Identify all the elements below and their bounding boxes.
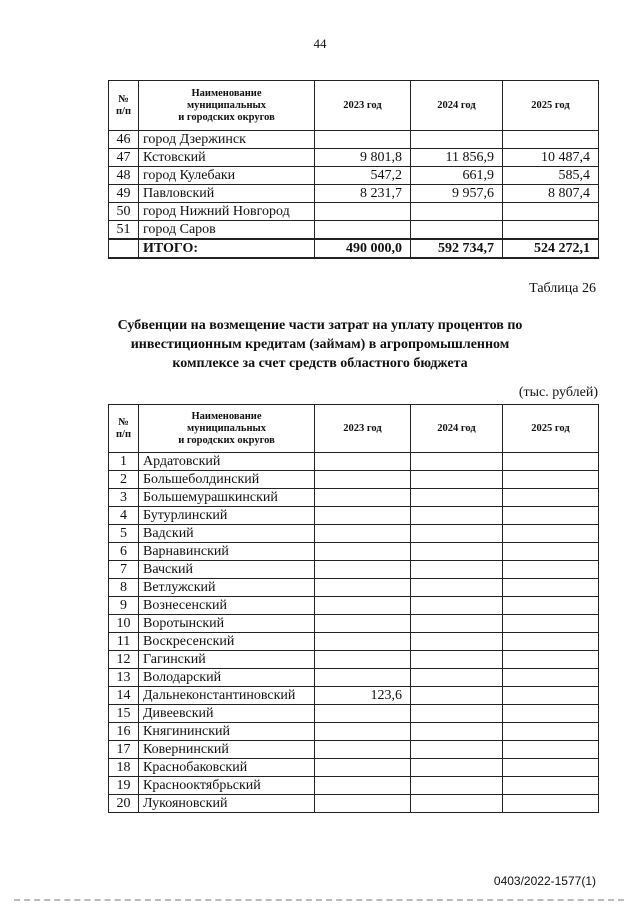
- row-number: 7: [109, 561, 139, 579]
- header-2023: 2023 год: [315, 405, 411, 453]
- row-name: Ардатовский: [139, 453, 315, 471]
- table-row: [109, 669, 599, 687]
- row-name: Большемурашкинский: [139, 489, 315, 507]
- table-row: [109, 131, 599, 149]
- row-name: Вознесенский: [139, 597, 315, 615]
- cell-2024: [411, 687, 503, 705]
- cell-2025: [503, 651, 599, 669]
- table-row: [109, 687, 599, 705]
- cell-2025: [503, 561, 599, 579]
- table-row: [109, 489, 599, 507]
- row-name: город Саров: [139, 221, 315, 240]
- row-number: 2: [109, 471, 139, 489]
- row-name: Бутурлинский: [139, 507, 315, 525]
- row-number: 4: [109, 507, 139, 525]
- header-2025: 2025 год: [503, 81, 599, 131]
- cell-2025: 10 487,4: [503, 149, 599, 167]
- cell-2024: [411, 777, 503, 795]
- table-label: Таблица 26: [529, 281, 596, 296]
- row-name: Гагинский: [139, 651, 315, 669]
- cell-2025: [503, 525, 599, 543]
- cell-2024: [411, 615, 503, 633]
- table-body: [109, 453, 599, 813]
- row-number: 3: [109, 489, 139, 507]
- row-name: Большеболдинский: [139, 471, 315, 489]
- row-number: 51: [109, 221, 139, 240]
- row-number: 1: [109, 453, 139, 471]
- row-number: 20: [109, 795, 139, 813]
- table-row: [109, 203, 599, 221]
- table-row: [109, 507, 599, 525]
- cell-2025: [503, 597, 599, 615]
- cell-2025: [503, 759, 599, 777]
- cell-2023: 547,2: [315, 167, 411, 185]
- cell-2023: [315, 221, 411, 240]
- document-code: 0403/2022-1577(1): [493, 874, 596, 888]
- cell-2023: [315, 705, 411, 723]
- cell-2023: 123,6: [315, 687, 411, 705]
- row-name: Краснооктябрьский: [139, 777, 315, 795]
- cell-2024: [411, 131, 503, 149]
- table-row: [109, 561, 599, 579]
- table-row: [109, 759, 599, 777]
- cell-2025: [503, 795, 599, 813]
- scan-edge-artifact: [14, 899, 624, 901]
- row-name: Варнавинский: [139, 543, 315, 561]
- cell-2023: [315, 633, 411, 651]
- cell-2023: [315, 471, 411, 489]
- cell-2024: [411, 489, 503, 507]
- cell-2024: [411, 633, 503, 651]
- row-number: 11: [109, 633, 139, 651]
- cell-2025: [503, 615, 599, 633]
- cell-2025: [503, 131, 599, 149]
- cell-2024: [411, 221, 503, 240]
- cell-2025: 8 807,4: [503, 185, 599, 203]
- row-number: 17: [109, 741, 139, 759]
- cell-2023: 8 231,7: [315, 185, 411, 203]
- cell-2024: 661,9: [411, 167, 503, 185]
- cell-2024: [411, 759, 503, 777]
- table-row: [109, 597, 599, 615]
- row-number: 50: [109, 203, 139, 221]
- cell-2025: 585,4: [503, 167, 599, 185]
- table-row: [109, 795, 599, 813]
- row-name: Краснобаковский: [139, 759, 315, 777]
- units-note: (тыс. рублей): [518, 385, 598, 400]
- row-name: город Дзержинск: [139, 131, 315, 149]
- table-row: [109, 471, 599, 489]
- cell-2025: [503, 777, 599, 795]
- cell-2024: 9 957,6: [411, 185, 503, 203]
- cell-2024: [411, 453, 503, 471]
- total-2023: 490 000,0: [315, 239, 411, 258]
- cell-2025: [503, 723, 599, 741]
- cell-2023: [315, 777, 411, 795]
- row-number: 5: [109, 525, 139, 543]
- cell-2024: [411, 669, 503, 687]
- cell-2024: [411, 723, 503, 741]
- header-num: № п/п: [109, 405, 139, 453]
- cell-2023: [315, 651, 411, 669]
- header-num: № п/п: [109, 81, 139, 131]
- table-row: [109, 221, 599, 240]
- row-name: город Кулебаки: [139, 167, 315, 185]
- cell-2023: [315, 579, 411, 597]
- table-row: [109, 525, 599, 543]
- cell-2024: [411, 203, 503, 221]
- row-name: Лукояновский: [139, 795, 315, 813]
- header-2024: 2024 год: [411, 405, 503, 453]
- table-row: [109, 651, 599, 669]
- row-name: Дальнеконстантиновский: [139, 687, 315, 705]
- cell-2023: [315, 561, 411, 579]
- header-2023: 2023 год: [315, 81, 411, 131]
- row-name: Ковернинский: [139, 741, 315, 759]
- cell-2024: [411, 579, 503, 597]
- table-row: [109, 579, 599, 597]
- row-number: 9: [109, 597, 139, 615]
- cell-2024: [411, 471, 503, 489]
- row-number: 6: [109, 543, 139, 561]
- table-row: [109, 167, 599, 185]
- cell-2023: [315, 615, 411, 633]
- page-number: 44: [313, 36, 327, 51]
- row-number: 16: [109, 723, 139, 741]
- table-row: [109, 777, 599, 795]
- row-name: Воскресенский: [139, 633, 315, 651]
- row-number: 13: [109, 669, 139, 687]
- row-name: Дивеевский: [139, 705, 315, 723]
- cell-2025: [503, 705, 599, 723]
- cell-2025: [503, 687, 599, 705]
- cell-2025: [503, 453, 599, 471]
- row-number: 18: [109, 759, 139, 777]
- row-number: 10: [109, 615, 139, 633]
- table-title: Субвенции на возмещение части затрат на уплату процентов по инвестиционным кредитам (займам) в агропромышленном комплексе за счет средств областного бюджета: [117, 318, 523, 371]
- cell-2024: [411, 651, 503, 669]
- table-subsidies: [108, 404, 599, 813]
- row-name: Ветлужский: [139, 579, 315, 597]
- row-name: Володарский: [139, 669, 315, 687]
- cell-2023: [315, 453, 411, 471]
- cell-2023: [315, 131, 411, 149]
- row-name: Воротынский: [139, 615, 315, 633]
- row-name: Княгининский: [139, 723, 315, 741]
- cell-2024: [411, 525, 503, 543]
- row-number: 48: [109, 167, 139, 185]
- cell-2024: [411, 795, 503, 813]
- cell-2025: [503, 669, 599, 687]
- row-number: 8: [109, 579, 139, 597]
- cell-2025: [503, 471, 599, 489]
- total-2025: 524 272,1: [503, 239, 599, 258]
- cell-2024: [411, 741, 503, 759]
- total-num: [109, 239, 139, 258]
- cell-2025: [503, 203, 599, 221]
- row-number: 49: [109, 185, 139, 203]
- row-number: 47: [109, 149, 139, 167]
- row-name: город Нижний Новгород: [139, 203, 315, 221]
- total-2024: 592 734,7: [411, 239, 503, 258]
- table-row: [109, 543, 599, 561]
- cell-2023: [315, 669, 411, 687]
- cell-2025: [503, 579, 599, 597]
- header-2025: 2025 год: [503, 405, 599, 453]
- cell-2023: 9 801,8: [315, 149, 411, 167]
- table-row: [109, 741, 599, 759]
- row-name: Кстовский: [139, 149, 315, 167]
- cell-2025: [503, 489, 599, 507]
- row-number: 15: [109, 705, 139, 723]
- header-name: Наименование муниципальных и городских округов: [139, 405, 315, 453]
- row-name: Вачский: [139, 561, 315, 579]
- header-name: Наименование муниципальных и городских округов: [139, 81, 315, 131]
- table-body: [109, 131, 599, 259]
- cell-2023: [315, 507, 411, 525]
- cell-2024: [411, 543, 503, 561]
- cell-2023: [315, 597, 411, 615]
- row-number: 19: [109, 777, 139, 795]
- cell-2023: [315, 759, 411, 777]
- cell-2024: [411, 561, 503, 579]
- cell-2024: 11 856,9: [411, 149, 503, 167]
- table-row: [109, 723, 599, 741]
- table-row: [109, 453, 599, 471]
- table-continuation: [108, 80, 599, 259]
- cell-2023: [315, 489, 411, 507]
- total-label: ИТОГО:: [139, 239, 315, 258]
- row-name: Вадский: [139, 525, 315, 543]
- total-row: [109, 239, 599, 258]
- cell-2025: [503, 741, 599, 759]
- cell-2025: [503, 633, 599, 651]
- row-number: 12: [109, 651, 139, 669]
- row-number: 46: [109, 131, 139, 149]
- cell-2023: [315, 741, 411, 759]
- cell-2023: [315, 525, 411, 543]
- table-row: [109, 633, 599, 651]
- cell-2025: [503, 543, 599, 561]
- cell-2023: [315, 795, 411, 813]
- header-2024: 2024 год: [411, 81, 503, 131]
- cell-2023: [315, 723, 411, 741]
- row-name: Павловский: [139, 185, 315, 203]
- cell-2023: [315, 203, 411, 221]
- table-row: [109, 705, 599, 723]
- cell-2024: [411, 507, 503, 525]
- cell-2025: [503, 221, 599, 240]
- cell-2024: [411, 597, 503, 615]
- table-row: [109, 185, 599, 203]
- cell-2023: [315, 543, 411, 561]
- row-number: 14: [109, 687, 139, 705]
- table-row: [109, 149, 599, 167]
- table-row: [109, 615, 599, 633]
- cell-2025: [503, 507, 599, 525]
- cell-2024: [411, 705, 503, 723]
